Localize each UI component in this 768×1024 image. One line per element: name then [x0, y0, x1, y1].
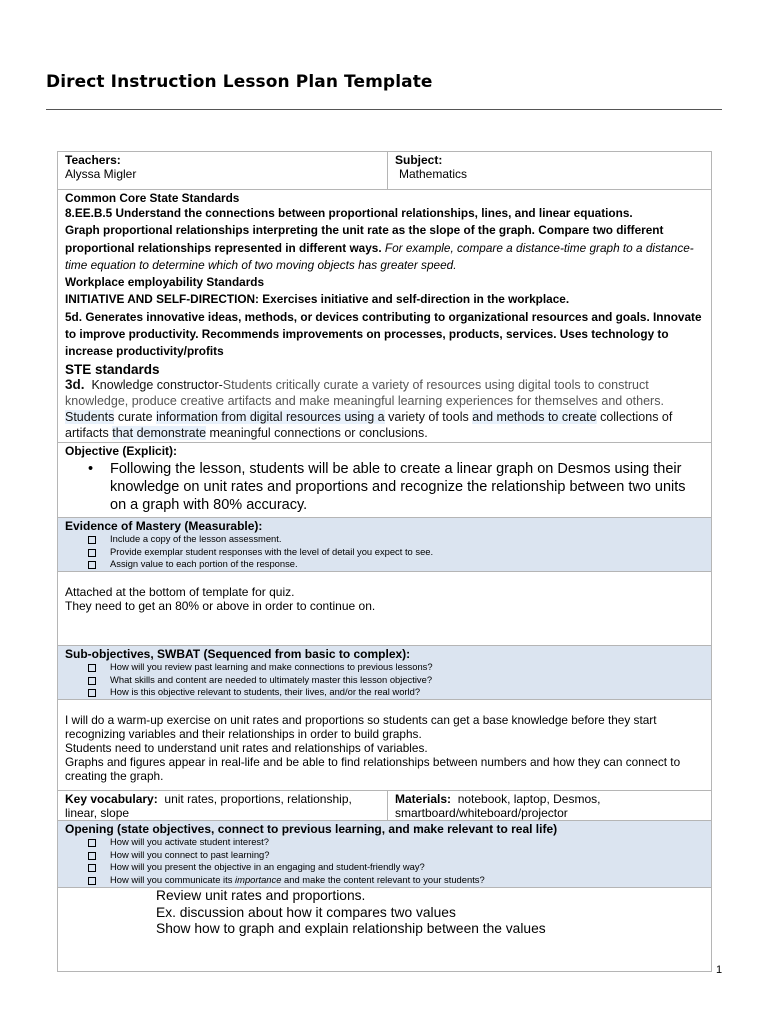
ste-3d-title: Knowledge constructor	[91, 377, 219, 392]
bullet-glyph: •	[88, 461, 94, 477]
teachers-label: Teachers:	[65, 153, 121, 167]
lesson-plan-table	[57, 151, 712, 972]
ste-3d-p6: collections of artifacts	[65, 409, 673, 440]
objective-cell	[58, 443, 712, 518]
opening-checklist-item	[88, 874, 704, 887]
materials-cell	[388, 791, 712, 821]
subject-cell	[388, 152, 712, 190]
opening-heading-row	[58, 821, 712, 888]
subobjectives-response-row	[58, 700, 712, 791]
opening-item4-pre: How will you communicate its	[110, 873, 233, 885]
subobjectives-checklist	[65, 661, 704, 699]
ste-3d-p1: Students	[65, 409, 115, 424]
ste-3d-p4: variety of tools	[388, 409, 469, 424]
opening-item4-post: and make the content relevant to your students?	[284, 873, 485, 885]
subobjectives-heading: Sub-objectives, SWBAT (Sequenced from basic to complex):	[65, 647, 411, 661]
page-title: Direct Instruction Lesson Plan Template	[46, 72, 433, 92]
page-number: 1	[716, 964, 723, 976]
mastery-checklist-item: Assign value to each portion of the response.	[88, 558, 704, 571]
mastery-response-row	[58, 572, 712, 646]
opening-response: Ex. discussion about how it compares two values	[156, 904, 456, 920]
vocabulary-label: Key vocabulary:	[65, 792, 158, 806]
vocabulary-cell	[58, 791, 388, 821]
mastery-heading-row	[58, 518, 712, 572]
ccss-example: For example, compare a distance-time graph to a distance-time equation to determine which of two moving objects has greater speed.	[65, 240, 694, 272]
ccss-text-main: Graph proportional relationships interpreting the unit rate as the slope of the graph. Compare two different proportional relationships represented in different ways.	[65, 223, 664, 255]
ste-3d-p7: that demonstrate	[112, 425, 207, 440]
mastery-response-cell	[58, 572, 712, 646]
ccss-code-line: 8.EE.B.5 Understand the connections between proportional relationships, lines, and linear equations.	[65, 206, 633, 220]
mastery-checklist	[65, 533, 704, 571]
ste-3d-description: Students critically curate a variety of resources using digital tools to construct knowledge, produce creative artifacts and make meaningful learning experiences for themselves and others.	[65, 377, 664, 408]
ste-3d	[65, 377, 704, 441]
opening-checklist-item: How will you connect to past learning?	[88, 849, 704, 862]
teachers-value: Alyssa Migler	[65, 167, 137, 181]
opening-item4-emphasis: importance	[235, 873, 282, 885]
ste-3d-p3: information from digital resources using a	[156, 409, 385, 424]
materials-value: notebook, laptop, Desmos, smartboard/whiteboard/projector	[395, 792, 601, 820]
standards-cell	[58, 190, 712, 443]
opening-response-row	[58, 888, 712, 972]
vocab-materials-row	[58, 791, 712, 821]
mastery-response-line: They need to get an 80% or above in order to continue on.	[65, 599, 376, 613]
mastery-heading: Evidence of Mastery (Measurable):	[65, 519, 263, 533]
subobjectives-checklist-item: How will you review past learning and make connections to previous lessons?	[88, 661, 704, 674]
subobjectives-checklist-item: How is this objective relevant to students, their lives, and/or the real world?	[88, 686, 704, 699]
subobjectives-response: Graphs and figures appear in real-life and be able to find relationships between numbers and how they can connect to creating the graph.	[65, 755, 681, 783]
vocabulary-value: unit rates, proportions, relationship, linear, slope	[65, 792, 352, 820]
mastery-response-line: Attached at the bottom of template for quiz.	[65, 585, 295, 599]
ste-3d-dash: -	[218, 377, 223, 392]
initiative-line	[65, 291, 704, 308]
materials-label: Materials:	[395, 792, 452, 806]
initiative-text: Exercises initiative and self-direction in the workplace.	[262, 292, 570, 307]
objective-row	[58, 443, 712, 518]
subobjectives-response: Students need to understand unit rates and relationships of variables.	[65, 741, 428, 755]
objective-text: Following the lesson, students will be able to create a linear graph on Desmos using their knowledge on unit rates and proportions and recognize the relationship between two units on a graph with 80% accuracy.	[110, 461, 686, 513]
subobjectives-heading-cell	[58, 646, 712, 700]
wes-heading: Workplace employability Standards	[65, 275, 265, 290]
initiative-label: INITIATIVE AND SELF-DIRECTION:	[65, 292, 259, 307]
ccss-text	[65, 222, 704, 274]
subject-value: Mathematics	[399, 167, 468, 181]
objective-heading: Objective (Explicit):	[65, 444, 178, 458]
mastery-checklist-item: Provide exemplar student responses with the level of detail you expect to see.	[88, 546, 704, 559]
opening-checklist-item: How will you present the objective in an engaging and student-friendly way?	[88, 861, 704, 874]
teachers-cell	[58, 152, 388, 190]
ste-3d-p8: meaningful connections or conclusions	[209, 425, 425, 440]
objective-bullet-item	[65, 460, 704, 514]
ste-3d-p2: curate	[117, 409, 153, 424]
subobjectives-heading-row	[58, 646, 712, 700]
ste-3d-p9: .	[424, 425, 428, 440]
mastery-checklist-item: Include a copy of the lesson assessment.	[88, 533, 704, 546]
standard-5d: 5d. Generates innovative ideas, methods, or devices contributing to organizational resources and goals. Innovate to improve productivity. Recommends improvements on processes, products, services. Uses technology to increase productivity/profits	[65, 309, 702, 359]
subobjectives-checklist-item: What skills and content are needed to ultimately master this lesson objective?	[88, 674, 704, 687]
ste-3d-label: 3d.	[65, 376, 85, 392]
standards-row	[58, 190, 712, 443]
subobjectives-response-cell	[58, 700, 712, 791]
opening-checklist-item: How will you activate student interest?	[88, 836, 704, 849]
opening-response: Review unit rates and proportions.	[156, 888, 366, 903]
mastery-heading-cell	[58, 518, 712, 572]
ccss-heading: Common Core State Standards	[65, 191, 240, 205]
subject-label: Subject:	[395, 153, 443, 167]
opening-heading: Opening (state objectives, connect to previous learning, and make relevant to real life)	[65, 822, 558, 836]
ste-3d-p5: and methods to create	[472, 409, 597, 424]
ste-heading: STE standards	[65, 361, 160, 377]
opening-heading-cell	[58, 821, 712, 888]
opening-response: Show how to graph and explain relationship between the values	[156, 921, 546, 936]
title-divider	[46, 109, 722, 110]
subobjectives-response: I will do a warm-up exercise on unit rates and proportions so students can get a base knowledge before they start recognizing variables and their relationships in order to build graphs.	[65, 713, 657, 741]
opening-response-cell	[58, 888, 712, 972]
teachers-subject-row	[58, 152, 712, 190]
opening-checklist	[65, 836, 704, 886]
